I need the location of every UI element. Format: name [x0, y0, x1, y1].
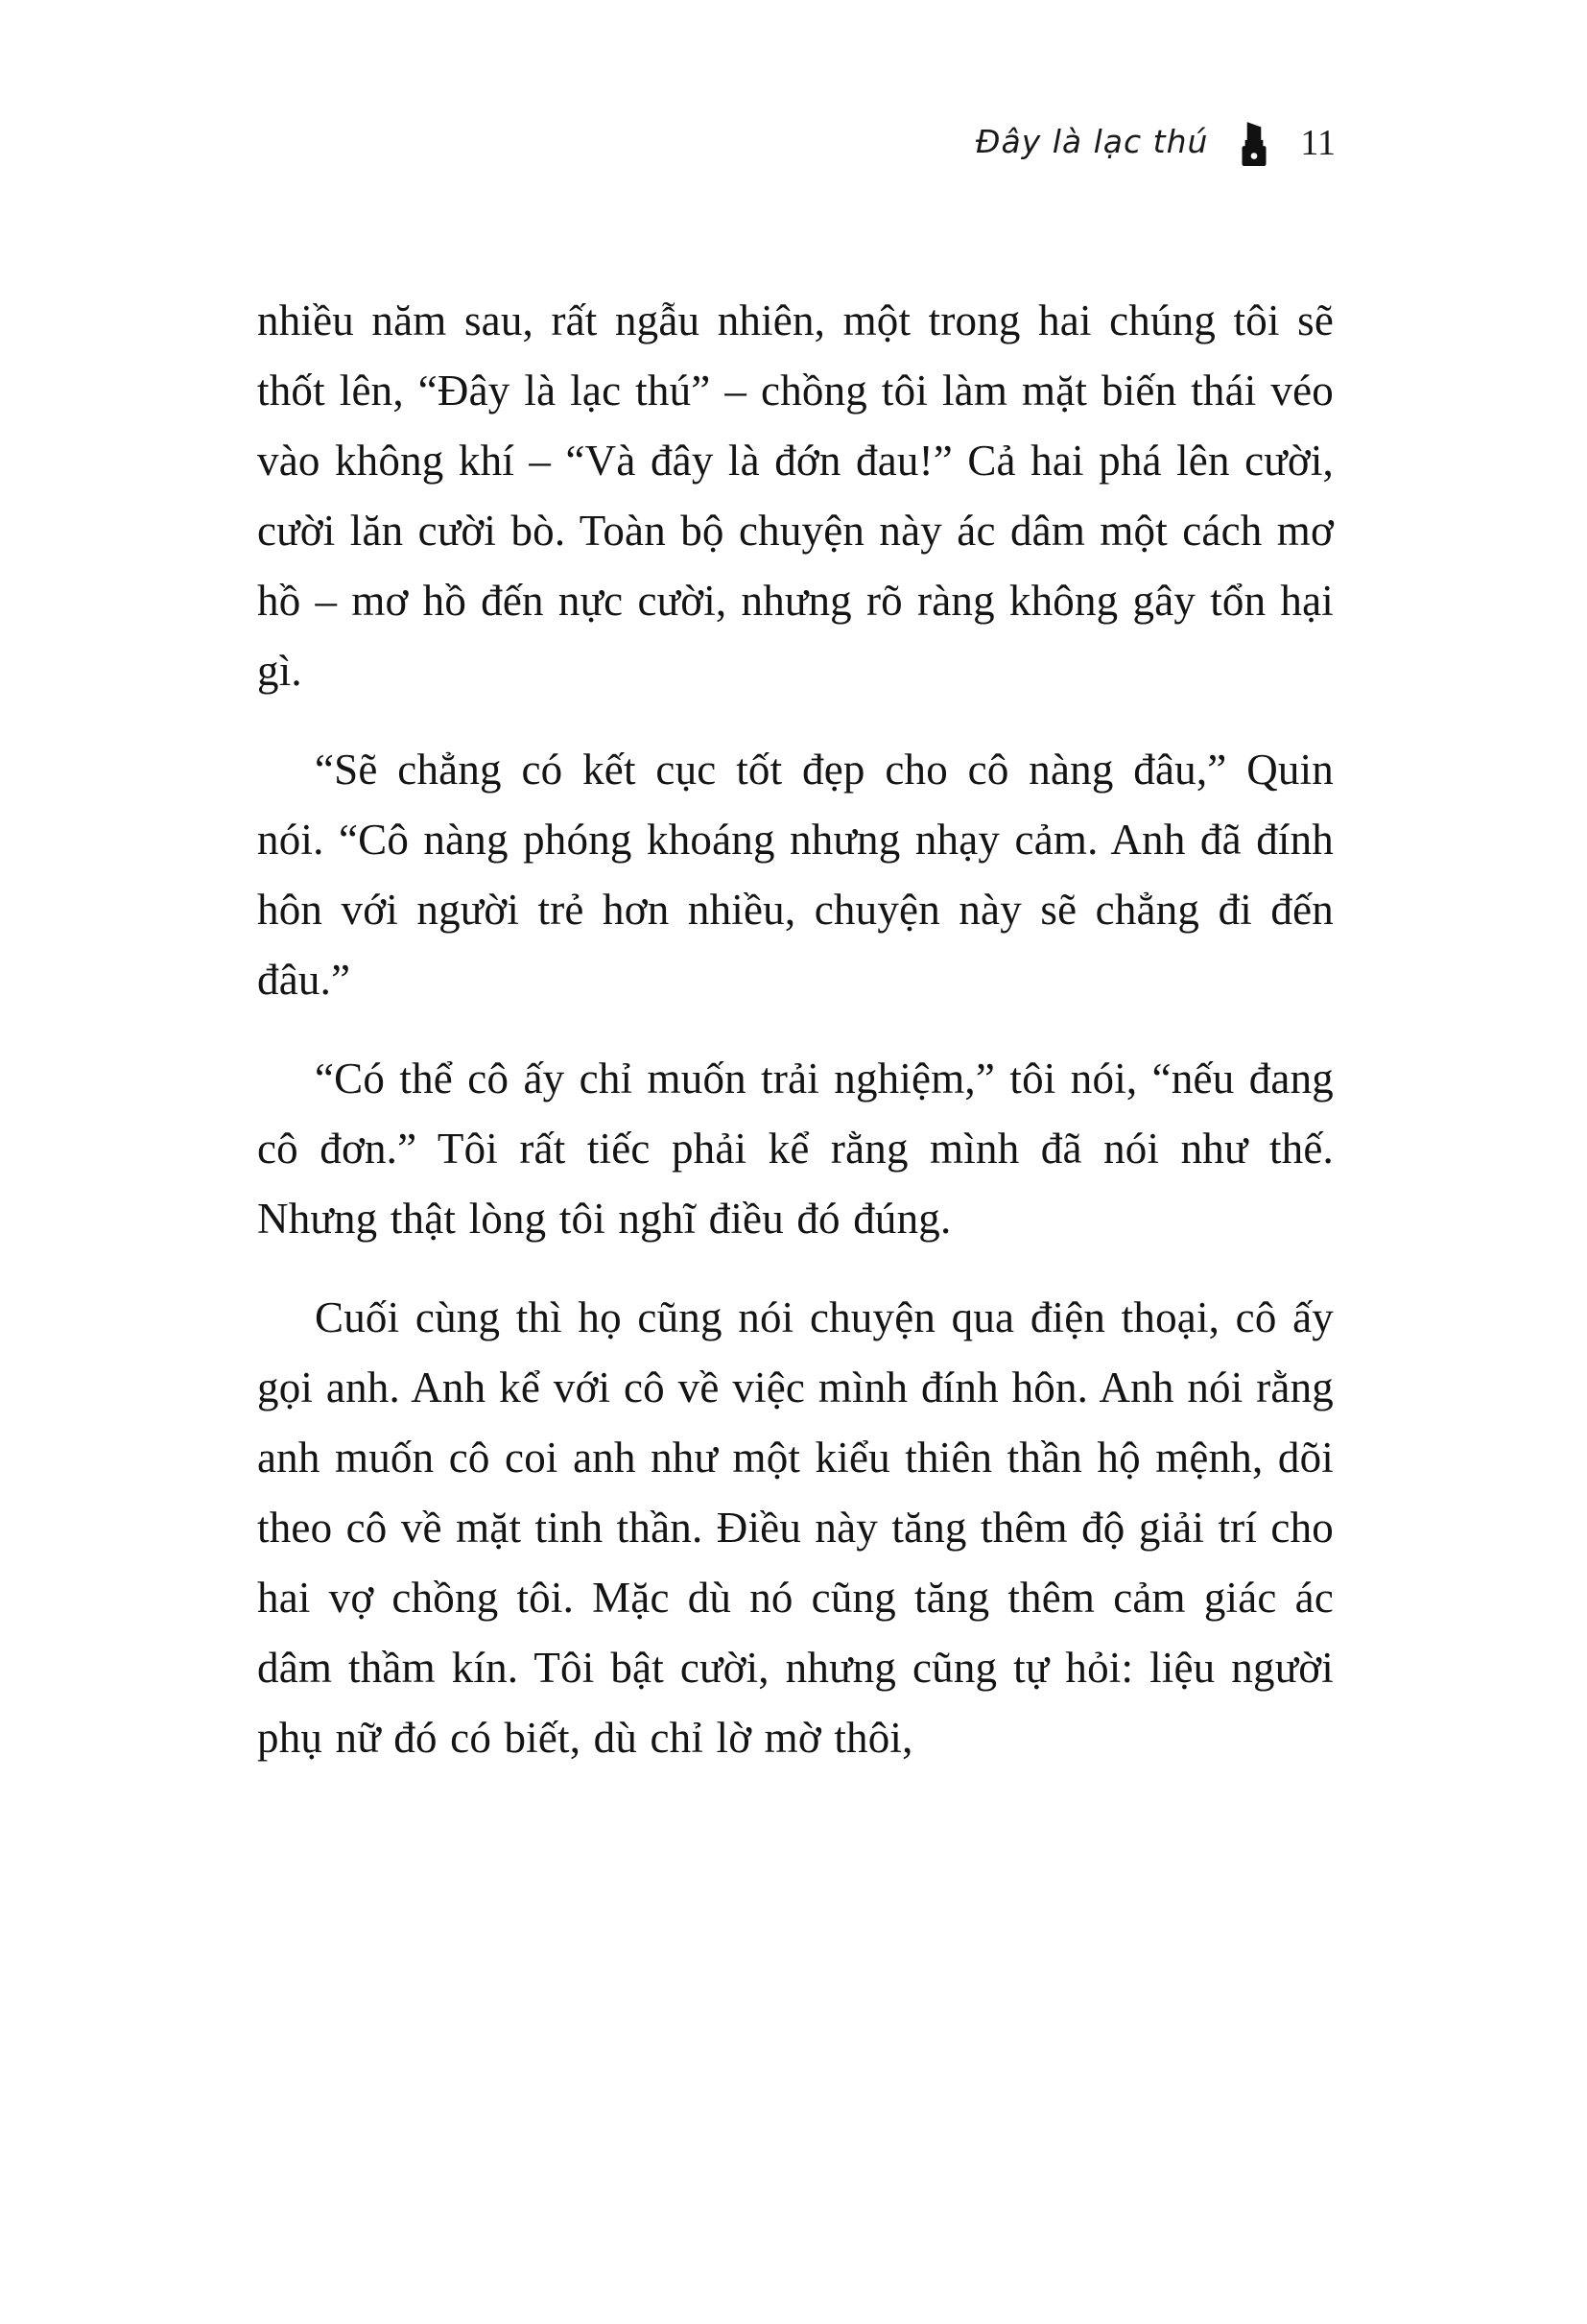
paragraph: “Có thể cô ấy chỉ muốn trải nghiệm,” tôi nói, “nếu đang cô đơn.” Tôi rất tiếc phải kể rằng mình đã nói như thế. Nhưng thật lòng tôi nghĩ điều đó đúng. — [257, 1055, 1334, 1243]
page-header — [976, 119, 1336, 167]
body-text — [257, 286, 1334, 1802]
paragraph: nhiều năm sau, rất ngẫu nhiên, một trong hai chúng tôi sẽ thốt lên, “Đây là lạc thú” – chồng tôi làm mặt biến thái véo vào không khí – “Và đây là đớn đau!” Cả hai phá lên cười, cười lăn cười bò. Toàn bộ chuyện này ác dâm một cách mơ hồ – mơ hồ đến nực cười, nhưng rõ ràng không gây tổn hại gì. — [257, 296, 1334, 695]
paragraph: “Sẽ chẳng có kết cục tốt đẹp cho cô nàng đâu,” Quin nói. “Cô nàng phóng khoáng nhưng nhạy cảm. Anh đã đính hôn với người trẻ hơn nhiều, chuyện này sẽ chẳng đi đến đâu.” — [257, 746, 1334, 1004]
paragraph: Cuối cùng thì họ cũng nói chuyện qua điện thoại, cô ấy gọi anh. Anh kể với cô về việc mình đính hôn. Anh nói rằng anh muốn cô coi anh như một kiểu thiên thần hộ mệnh, dõi theo cô về mặt tinh thần. Điều này tăng thêm độ giải trí cho hai vợ chồng tôi. Mặc dù nó cũng tăng thêm cảm giác ác dâm thầm kín. Tôi bật cười, nhưng cũng tự hỏi: liệu người phụ nữ đó có biết, dù chỉ lờ mờ thôi, — [257, 1293, 1334, 1762]
lipstick-icon — [1237, 119, 1271, 167]
running-title: Đây là lạc thú — [975, 122, 1209, 160]
page-number: 11 — [1300, 123, 1336, 163]
